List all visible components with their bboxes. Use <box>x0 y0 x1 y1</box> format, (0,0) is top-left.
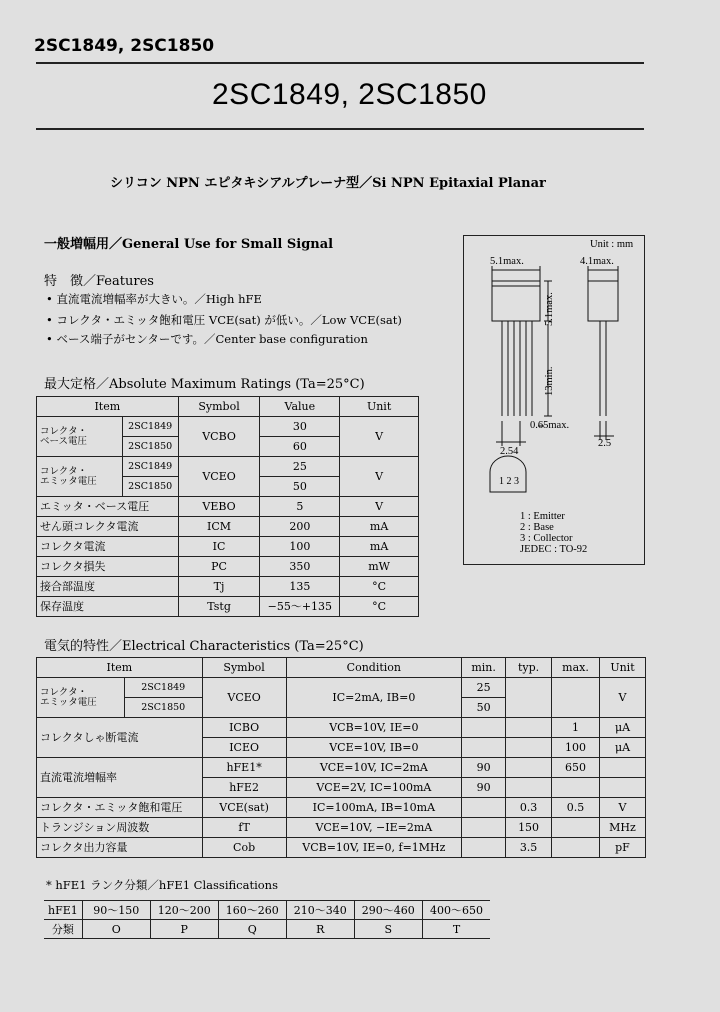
row-condition: IC=100mA, IB=10mA <box>286 798 462 818</box>
pin-3-label: 3 : Collector <box>520 533 573 544</box>
row-condition: VCE=10V, −IE=2mA <box>286 818 462 838</box>
row-symbol: hFE1* <box>202 758 286 778</box>
row-max: 0.5 <box>552 798 600 818</box>
row-sub: 2SC1849 <box>122 457 178 477</box>
feature-item-2: • コレクタ・エミッタ飽和電圧 VCE(sat) が低い。／Low VCE(sat) <box>46 313 402 327</box>
pin-1-label: 1 : Emitter <box>520 511 565 522</box>
classification-rank: Q <box>218 920 286 939</box>
row-value: 50 <box>260 477 340 497</box>
classification-range: 90～150 <box>82 901 150 920</box>
row-value: 135 <box>260 577 340 597</box>
dim-width: 5.1max. <box>490 256 524 267</box>
header-rule <box>36 62 644 64</box>
row-value: 25 <box>260 457 340 477</box>
row-max <box>552 778 600 798</box>
row-item: コレクタ出力容量 <box>37 838 203 858</box>
row-typ: 3.5 <box>506 838 552 858</box>
table-row <box>37 517 419 537</box>
classification-range: 160～260 <box>218 901 286 920</box>
row-typ <box>506 778 552 798</box>
col-value: Value <box>260 397 340 417</box>
row-symbol: VCBO <box>178 417 260 457</box>
row-symbol: Cob <box>202 838 286 858</box>
row-max: 100 <box>552 738 600 758</box>
row-value: 60 <box>260 437 340 457</box>
abs-max-heading: 最大定格／Absolute Maximum Ratings (Ta=25°C) <box>44 377 365 392</box>
row-condition: VCE=2V, IC=100mA <box>286 778 462 798</box>
row-symbol: Tstg <box>178 597 260 617</box>
row-unit: MHz <box>599 818 645 838</box>
row-symbol: IC <box>178 537 260 557</box>
row-unit: μA <box>599 738 645 758</box>
table-row <box>37 577 419 597</box>
row-min <box>462 738 506 758</box>
header-part-numbers: 2SC1849, 2SC1850 <box>34 36 215 56</box>
dim-side: 2.5 <box>598 438 612 449</box>
classification-label: hFE1 <box>44 901 82 920</box>
classification-rank: S <box>354 920 422 939</box>
abs-max-table <box>36 396 419 617</box>
row-unit: mW <box>340 557 419 577</box>
col-typ: typ. <box>506 658 552 678</box>
row-max <box>552 818 600 838</box>
row-condition: VCB=10V, IE=0, f=1MHz <box>286 838 462 858</box>
row-unit: °C <box>340 577 419 597</box>
col-min: min. <box>462 658 506 678</box>
row-unit: °C <box>340 597 419 617</box>
row-symbol: fT <box>202 818 286 838</box>
row-symbol: VCEO <box>202 678 286 718</box>
features-heading: 特 徴／Features <box>44 274 154 289</box>
classification-rank: T <box>422 920 490 939</box>
row-item: 直流電流増幅率 <box>37 758 203 798</box>
table-row <box>37 718 646 738</box>
table-row <box>37 597 419 617</box>
row-unit: mA <box>340 517 419 537</box>
row-symbol: PC <box>178 557 260 577</box>
row-condition: IC=2mA, IB=0 <box>286 678 462 718</box>
jedec-label: JEDEC : TO-92 <box>520 544 588 555</box>
row-item: 接合部温度 <box>37 577 179 597</box>
row-sub: 2SC1849 <box>122 417 178 437</box>
table-row <box>37 537 419 557</box>
row-unit: μA <box>599 718 645 738</box>
row-item: コレクタしゃ断電流 <box>37 718 203 758</box>
classification-range: 400～650 <box>422 901 490 920</box>
row-symbol: VCE(sat) <box>202 798 286 818</box>
col-condition: Condition <box>286 658 462 678</box>
row-typ: 150 <box>506 818 552 838</box>
table-row <box>37 457 419 477</box>
row-typ: 0.3 <box>506 798 552 818</box>
row-item: コレクタ・ ベース電圧 <box>37 417 123 457</box>
row-item: コレクタ電流 <box>37 537 179 557</box>
row-unit: V <box>340 497 419 517</box>
row-value: 5 <box>260 497 340 517</box>
table-row <box>37 758 646 778</box>
col-item: Item <box>37 658 203 678</box>
row-symbol: VCEO <box>178 457 260 497</box>
classification-rank-row <box>44 920 490 939</box>
row-value: −55～+135 <box>260 597 340 617</box>
row-item: トランジション周波数 <box>37 818 203 838</box>
row-condition: VCE=10V, IC=2mA <box>286 758 462 778</box>
table-row <box>37 417 419 437</box>
classification-range-row <box>44 901 490 920</box>
row-unit <box>599 758 645 778</box>
classification-rank: R <box>286 920 354 939</box>
page-title: 2SC1849, 2SC1850 <box>212 78 487 111</box>
row-item: コレクタ・エミッタ飽和電圧 <box>37 798 203 818</box>
dim-lead-length: 13min. <box>544 366 555 396</box>
row-unit <box>599 778 645 798</box>
row-unit: pF <box>599 838 645 858</box>
row-min <box>462 838 506 858</box>
pin-numbers: 1 2 3 <box>499 476 519 487</box>
row-max: 650 <box>552 758 600 778</box>
classification-table <box>44 900 490 939</box>
row-unit: V <box>599 678 645 718</box>
row-value: 200 <box>260 517 340 537</box>
row-symbol: Tj <box>178 577 260 597</box>
row-condition: VCB=10V, IE=0 <box>286 718 462 738</box>
row-min <box>462 718 506 738</box>
classification-range: 290～460 <box>354 901 422 920</box>
table-row <box>37 818 646 838</box>
feature-item-1: • 直流電流増幅率が大きい。／High hFE <box>46 292 262 306</box>
row-max: 1 <box>552 718 600 738</box>
col-unit: Unit <box>599 658 645 678</box>
row-item: コレクタ・ エミッタ電圧 <box>37 457 123 497</box>
col-max: max. <box>552 658 600 678</box>
row-max <box>552 838 600 858</box>
row-typ <box>506 738 552 758</box>
feature-item-3: • ベース端子がセンターです。／Center base configuration <box>46 332 368 346</box>
row-value: 100 <box>260 537 340 557</box>
package-outline <box>463 235 645 565</box>
table-row <box>37 557 419 577</box>
dim-lead-width: 0.65max. <box>530 420 570 431</box>
row-item: 保存温度 <box>37 597 179 617</box>
row-symbol: ICM <box>178 517 260 537</box>
package-unit: Unit : mm <box>590 239 634 250</box>
col-symbol: Symbol <box>178 397 260 417</box>
row-value: 350 <box>260 557 340 577</box>
row-item: せん頭コレクタ電流 <box>37 517 179 537</box>
row-typ <box>506 758 552 778</box>
title-rule <box>36 128 644 130</box>
row-item: エミッタ・ベース電圧 <box>37 497 179 517</box>
row-sub: 2SC1850 <box>122 437 178 457</box>
device-type-subtitle: シリコン NPN エピタキシアルプレーナ型／Si NPN Epitaxial Planar <box>110 176 546 191</box>
table-row <box>37 678 646 698</box>
elec-heading: 電気的特性／Electrical Characteristics (Ta=25°C) <box>44 639 364 654</box>
row-unit: mA <box>340 537 419 557</box>
table-row <box>37 798 646 818</box>
dim-pitch: 2.54 <box>500 446 519 457</box>
row-symbol: VEBO <box>178 497 260 517</box>
row-min: 50 <box>462 698 506 718</box>
col-item: Item <box>37 397 179 417</box>
col-unit: Unit <box>340 397 419 417</box>
row-sub: 2SC1849 <box>124 678 202 698</box>
classification-heading: * hFE1 ランク分類／hFE1 Classifications <box>46 878 278 892</box>
row-item: コレクタ損失 <box>37 557 179 577</box>
table-row <box>37 497 419 517</box>
row-sub: 2SC1850 <box>124 698 202 718</box>
abs-max-header-row <box>37 397 419 417</box>
row-max <box>552 678 600 718</box>
row-min: 90 <box>462 778 506 798</box>
elec-table <box>36 657 646 858</box>
row-sub: 2SC1850 <box>122 477 178 497</box>
row-item: コレクタ・ エミッタ電圧 <box>37 678 125 718</box>
row-min: 90 <box>462 758 506 778</box>
row-unit: V <box>340 457 419 497</box>
pin-2-label: 2 : Base <box>520 522 554 533</box>
row-typ <box>506 718 552 738</box>
application-heading: 一般増幅用／General Use for Small Signal <box>44 237 334 252</box>
row-unit: V <box>340 417 419 457</box>
classification-label: 分類 <box>44 920 82 939</box>
dim-height: 5.1max. <box>544 292 555 326</box>
elec-header-row <box>37 658 646 678</box>
row-symbol: hFE2 <box>202 778 286 798</box>
row-unit: V <box>599 798 645 818</box>
row-symbol: ICEO <box>202 738 286 758</box>
classification-range: 120～200 <box>150 901 218 920</box>
row-min <box>462 818 506 838</box>
dim-depth: 4.1max. <box>580 256 614 267</box>
row-symbol: ICBO <box>202 718 286 738</box>
row-condition: VCE=10V, IB=0 <box>286 738 462 758</box>
table-row <box>37 838 646 858</box>
row-min: 25 <box>462 678 506 698</box>
classification-rank: O <box>82 920 150 939</box>
row-value: 30 <box>260 417 340 437</box>
col-symbol: Symbol <box>202 658 286 678</box>
classification-range: 210～340 <box>286 901 354 920</box>
row-min <box>462 798 506 818</box>
classification-rank: P <box>150 920 218 939</box>
row-typ <box>506 678 552 718</box>
